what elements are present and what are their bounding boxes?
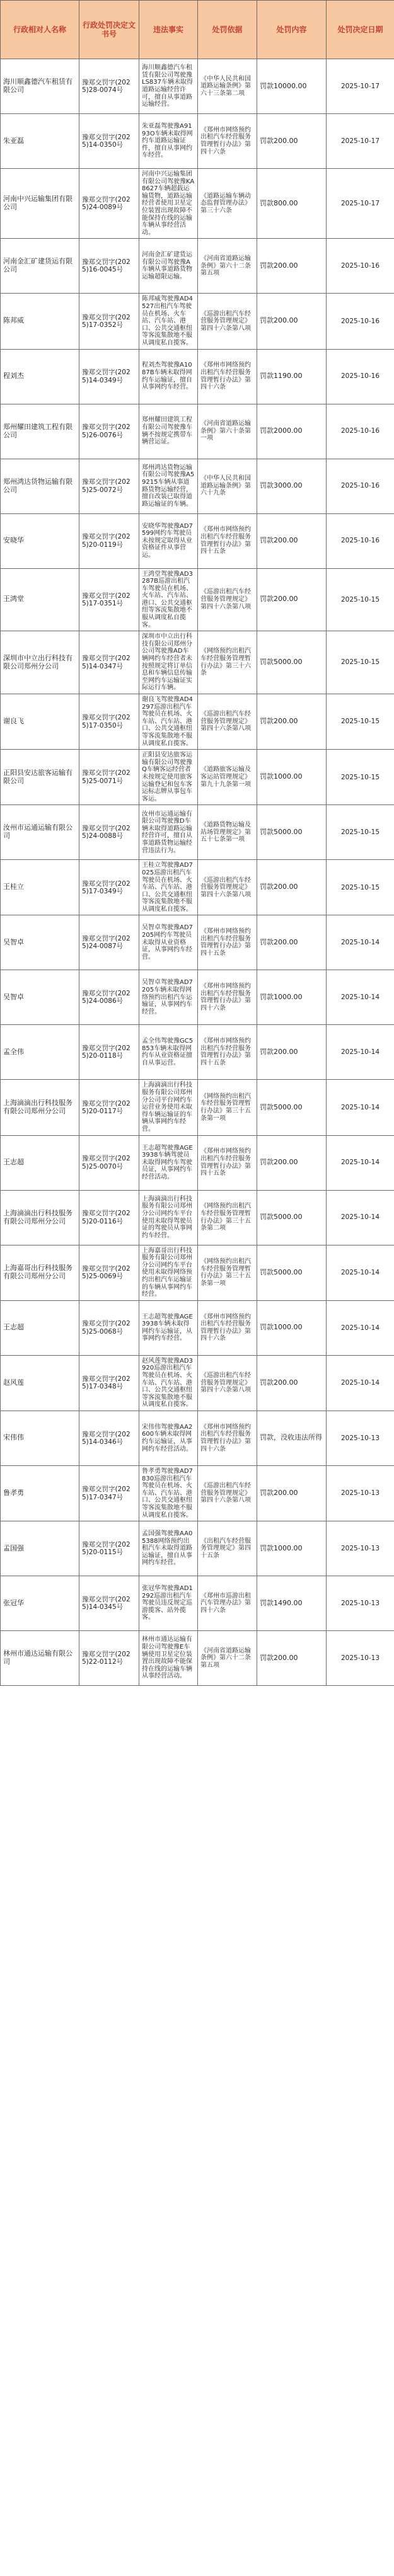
party-name-cell: 谢良飞 [1,694,79,750]
decision-date-cell: 2025-10-13 [327,1576,394,1631]
violation-facts-cell: 林州市通达运输有限公司驾驶豫E车辆使用卫星定位装置出现故障不能保持在线的运输车辆从事经营活动。 [139,1631,198,1686]
document-number-cell: 豫郑交罚字(2025)25-0070号 [79,1135,139,1190]
table-row [1,750,394,805]
violation-facts-cell: 上海滴滴出行科技服务有限公司郑州分公司网约车平台使用未取得驾驶员证的驾驶员从事网约车经营。 [139,1190,198,1245]
decision-date-cell: 2025-10-13 [327,1411,394,1465]
table-row [1,1245,394,1300]
table-row [1,1190,394,1245]
table-row [1,694,394,750]
violation-facts-cell: 海川顺鑫德汽车租赁有限公司驾驶豫LS837车辆未取得道路运输经营许可，擅自从事道路运输经营。 [139,59,198,114]
party-name-cell: 安晓华 [1,513,79,568]
document-number-cell: 豫郑交罚字(2025)14-0345号 [79,1576,139,1631]
penalty-basis-cell: 《郑州市网络预约出租汽车经营服务管理暂行办法》第四十六条 [198,1300,257,1355]
violation-facts-cell: 郑州鸿达货物运输有限公司驾驶豫A59215车辆从事道路货物运输经营，擅自改装已取得道路运输证的车辆。 [139,459,198,513]
penalty-content-cell: 罚款200.00 [257,1465,327,1521]
party-name-cell: 王鸿堂 [1,568,79,631]
party-name-cell: 陈邦威 [1,294,79,349]
penalty-basis-cell: 《巡游出租汽车经营服务管理规定》第四十六条第八项 [198,1465,257,1521]
table-row [1,1025,394,1080]
table-row [1,513,394,568]
penalty-basis-cell: 《河南省道路运输条例》第六十二条第五项 [198,239,257,294]
penalty-content-cell: 罚款3000.00 [257,459,327,513]
table-row [1,239,394,294]
party-name-cell: 吴智卓 [1,915,79,970]
decision-date-cell: 2025-10-14 [327,1245,394,1300]
violation-facts-cell: 吴智卓驾驶豫AD7205网约车驾驶员未取得从业资格证，从事网约车经营。 [139,915,198,970]
document-number-cell: 豫郑交罚字(2025)25-0072号 [79,459,139,513]
decision-date-cell: 2025-10-14 [327,1025,394,1080]
document-number-cell: 豫郑交罚字(2025)14-0350号 [79,114,139,169]
document-number-cell: 豫郑交罚字(2025)17-0348号 [79,1355,139,1411]
penalty-basis-cell: 《郑州市网络预约出租汽车经营服务管理暂行办法》第四十五条 [198,1025,257,1080]
violation-facts-cell: 王志超驾驶豫AGE3938车辆驾驶员未取得网约车驾驶员证，从事网约车经营活动。 [139,1135,198,1190]
document-number-cell: 豫郑交罚字(2025)16-0045号 [79,239,139,294]
penalty-basis-cell: 《道路运输车辆动态监督管理办法》第三十六条 [198,169,257,239]
penalty-basis-cell: 《郑州市网络预约出租汽车经营服务管理暂行办法》第四十六条 [198,114,257,169]
table-row [1,1521,394,1576]
violation-facts-cell: 张冠华驾驶豫AD1292巡游出租汽车驾驶员违反规定巡游揽客、站外揽客。 [139,1576,198,1631]
penalty-content-cell: 罚款200.00 [257,1025,327,1080]
party-name-cell: 王桂立 [1,860,79,915]
decision-date-cell: 2025-10-16 [327,239,394,294]
violation-facts-cell: 王志超驾驶豫AGE3938车辆未取得网约车运输证，从事网约车经营。 [139,1300,198,1355]
party-name-cell: 宋伟伟 [1,1411,79,1465]
penalty-content-cell: 罚款1490.00 [257,1576,327,1631]
penalty-content-cell: 罚款800.00 [257,169,327,239]
table-row [1,169,394,239]
penalty-content-cell: 罚款200.00 [257,294,327,349]
table-row [1,1411,394,1465]
decision-date-cell: 2025-10-16 [327,349,394,404]
table-row [1,568,394,631]
penalty-content-cell: 罚款200.00 [257,860,327,915]
penalty-basis-cell: 《郑州市网络预约出租汽车经营服务管理暂行办法》第四十五条 [198,915,257,970]
table-row [1,349,394,404]
party-name-cell: 朱亚磊 [1,114,79,169]
table-row [1,1465,394,1521]
violation-facts-cell: 河南中兴运输集团有限公司驾驶豫KA8627车辆超载运输货物，道路运输经营者使用卫星定位装置出现故障不能保持在线的运输车辆从事经营活动。 [139,169,198,239]
penalty-basis-cell: 《巡游出租汽车经营服务管理规定》第四十六条第八项 [198,860,257,915]
party-name-cell: 上海嘉哥出行科技服务有限公司郑州分公司 [1,1245,79,1300]
table-row [1,1576,394,1631]
decision-date-cell: 2025-10-14 [327,1300,394,1355]
violation-facts-cell: 郑州耀田建筑工程有限公司驾驶豫车辆不按规定携带车辆营运证。 [139,404,198,459]
decision-date-cell: 2025-10-13 [327,1521,394,1576]
violation-facts-cell: 鲁孝勇驾驶豫AD7830巡游出租汽车驾驶员在机场、火车站、汽车站、港口、公共交通枢纽等客流集散地不服从调度私自揽客。 [139,1465,198,1521]
document-number-cell: 豫郑交罚字(2025)17-0349号 [79,860,139,915]
penalty-content-cell: 罚款200.00 [257,694,327,750]
penalty-basis-cell: 《巡游出租汽车经营服务管理规定》第四十六条第八项 [198,568,257,631]
decision-date-cell: 2025-10-16 [327,513,394,568]
table-header [1,1,394,59]
penalty-content-cell: 罚款10000.00 [257,59,327,114]
header-cell: 处罚内容 [257,1,327,59]
document-number-cell: 豫郑交罚字(2025)24-0087号 [79,915,139,970]
document-number-cell: 豫郑交罚字(2025)20-0117号 [79,1080,139,1135]
penalty-basis-cell: 《巡游出租汽车经营服务管理规定》第四十六条第八项 [198,294,257,349]
penalty-basis-cell: 《郑州市网络预约出租汽车经营服务管理暂行办法》第四十五条 [198,1135,257,1190]
penalty-basis-cell: 《巡游出租汽车经营服务管理规定》第四十六条第八项 [198,694,257,750]
document-number-cell: 豫郑交罚字(2025)25-0071号 [79,750,139,805]
decision-date-cell: 2025-10-15 [327,860,394,915]
party-name-cell: 吴智卓 [1,970,79,1025]
violation-facts-cell: 河南金汇矿建货运有限公司驾驶豫A车辆从事道路货物运输超限运输。 [139,239,198,294]
violation-facts-cell: 上海滴滴出行科技服务有限公司郑州分公司平台网约车运营业务使用未取得车辆运输证的车辆从事网约车经营。 [139,1080,198,1135]
violation-facts-cell: 吴智卓驾驶豫AD7205车辆未取得网络预约出租汽车运输证，从事网约车经营。 [139,970,198,1025]
document-number-cell: 豫郑交罚字(2025)17-0350号 [79,694,139,750]
penalty-content-cell: 罚款5000.00 [257,805,327,860]
party-name-cell: 河南金汇矿建货运有限公司 [1,239,79,294]
table-row [1,404,394,459]
table-row [1,459,394,513]
penalty-basis-cell: 《河南省道路运输条例》第六十条第一项 [198,404,257,459]
penalty-basis-cell: 《郑州市网络预约出租汽车经营服务管理暂行办法》第四十六条 [198,349,257,404]
penalty-content-cell: 罚款200.00 [257,239,327,294]
party-name-cell: 郑州耀田建筑工程有限公司 [1,404,79,459]
decision-date-cell: 2025-10-14 [327,1135,394,1190]
penalty-content-cell: 罚款200.00 [257,915,327,970]
header-cell: 违法事实 [139,1,198,59]
penalty-content-cell: 罚款200.00 [257,513,327,568]
penalty-basis-cell: 《出租汽车经营服务管理规定》第四十五条 [198,1521,257,1576]
party-name-cell: 海川顺鑫德汽车租赁有限公司 [1,59,79,114]
document-number-cell: 豫郑交罚字(2025)17-0352号 [79,294,139,349]
decision-date-cell: 2025-10-14 [327,1080,394,1135]
header-cell: 处罚决定日期 [327,1,394,59]
table-row [1,860,394,915]
table-row [1,915,394,970]
violation-facts-cell: 谢良飞驾驶豫AD4297巡游出租汽车驾驶员在机场、火车站、汽车站、港口、公共交通枢纽等客流集散地不服从调度私自揽客。 [139,694,198,750]
document-number-cell: 豫郑交罚字(2025)25-0068号 [79,1300,139,1355]
decision-date-cell: 2025-10-15 [327,750,394,805]
penalty-basis-cell: 《巡游出租汽车经营服务管理规定》第四十六条第八项 [198,1355,257,1411]
violation-facts-cell: 赵风莲驾驶豫AD3920巡游出租汽车驾驶员在机场、火车站、汽车站、港口、公共交通枢纽等客流集散地不服从调度私自揽客。 [139,1355,198,1411]
document-number-cell: 豫郑交罚字(2025)14-0349号 [79,349,139,404]
decision-date-cell: 2025-10-13 [327,1631,394,1686]
document-number-cell: 豫郑交罚字(2025)24-0089号 [79,169,139,239]
table-row [1,1080,394,1135]
decision-date-cell: 2025-10-14 [327,915,394,970]
party-name-cell: 程刘杰 [1,349,79,404]
violation-facts-cell: 孟全伟驾驶豫GC5853车辆未取得网约车从业资格证擅自从事运营。 [139,1025,198,1080]
penalty-content-cell: 罚款，没收违法所得 [257,1411,327,1465]
document-number-cell: 豫郑交罚字(2025)24-0086号 [79,970,139,1025]
penalty-content-cell: 罚款5000.00 [257,631,327,694]
document-number-cell: 豫郑交罚字(2025)14-0346号 [79,1411,139,1465]
penalty-basis-cell: 《道路货物运输及站场管理规定》第五十七条第一项 [198,805,257,860]
penalty-basis-cell: 《河南省道路运输条例》第六十二条第五项 [198,1631,257,1686]
table-row [1,970,394,1025]
party-name-cell: 郑州鸿达货物运输有限公司 [1,459,79,513]
violation-facts-cell: 孟国强驾驶豫AA05388网络预约出租汽车未取得道路运输证，擅自从事网约车经营。 [139,1521,198,1576]
document-number-cell: 豫郑交罚字(2025)24-0088号 [79,805,139,860]
penalty-content-cell: 罚款1000.00 [257,1521,327,1576]
table-row [1,294,394,349]
violation-facts-cell: 正阳县安达旅客运输有限公司驾驶豫Q车辆客运经营者未按规定使用旅客运输登记和包车客运标志牌从事包车客运。 [139,750,198,805]
penalty-content-cell: 罚款200.00 [257,1135,327,1190]
party-name-cell: 林州市通达运输有限公司 [1,1631,79,1686]
party-name-cell: 上海滴滴出行科技服务有限公司郑州分公司 [1,1190,79,1245]
document-number-cell: 豫郑交罚字(2025)17-0351号 [79,568,139,631]
penalty-content-cell: 罚款200.00 [257,568,327,631]
decision-date-cell: 2025-10-16 [327,459,394,513]
document-number-cell: 豫郑交罚字(2025)20-0115号 [79,1521,139,1576]
table-row [1,1631,394,1686]
penalty-content-cell: 罚款1000.00 [257,1300,327,1355]
document-number-cell: 豫郑交罚字(2025)20-0118号 [79,1025,139,1080]
decision-date-cell: 2025-10-14 [327,970,394,1025]
decision-date-cell: 2025-10-17 [327,169,394,239]
penalty-content-cell: 罚款1000.00 [257,970,327,1025]
table-row [1,805,394,860]
party-name-cell: 正阳县安达旅客运输有限公司 [1,750,79,805]
penalty-content-cell: 罚款5000.00 [257,1190,327,1245]
table-row [1,114,394,169]
party-name-cell: 王志超 [1,1300,79,1355]
penalty-content-cell: 罚款2000.00 [257,404,327,459]
document-number-cell: 豫郑交罚字(2025)26-0076号 [79,404,139,459]
party-name-cell: 王志超 [1,1135,79,1190]
penalty-basis-cell: 《郑州市网络预约出租汽车经营服务管理暂行办法》第四十六条 [198,1411,257,1465]
penalty-basis-cell: 《网络预约出租汽车经营服务管理暂行办法》第三十五条第一项 [198,1080,257,1135]
penalty-basis-cell: 《郑州市巡游出租汽车管理办法》第四十六条 [198,1576,257,1631]
penalty-basis-cell: 《郑州市网络预约出租汽车经营服务管理暂行办法》第四十五条 [198,513,257,568]
decision-date-cell: 2025-10-16 [327,404,394,459]
document-number-cell: 豫郑交罚字(2025)20-0116号 [79,1190,139,1245]
penalty-basis-cell: 《网络预约出租汽车经营服务管理暂行办法》第三十六条 [198,631,257,694]
decision-date-cell: 2025-10-15 [327,805,394,860]
violation-facts-cell: 陈邦威驾驶豫AD4527出租汽车驾驶员在机场、火车站、汽车站、港口、公共交通枢纽等客流集散地不服从调度私自揽客。 [139,294,198,349]
decision-date-cell: 2025-10-16 [327,294,394,349]
decision-date-cell: 2025-10-17 [327,59,394,114]
penalty-basis-cell: 《网络预约出租汽车经营服务管理暂行办法》第三十五条第一项 [198,1245,257,1300]
table-row [1,1300,394,1355]
party-name-cell: 孟国强 [1,1521,79,1576]
decision-date-cell: 2025-10-13 [327,1465,394,1521]
document-number-cell: 豫郑交罚字(2025)17-0347号 [79,1465,139,1521]
violation-facts-cell: 程刘杰驾驶豫A1087B车辆未取得网约车运输证，擅自从事网约车经营。 [139,349,198,404]
party-name-cell: 鲁孝勇 [1,1465,79,1521]
penalty-content-cell: 罚款1190.00 [257,349,327,404]
party-name-cell: 河南中兴运输集团有限公司 [1,169,79,239]
table-row [1,59,394,114]
violation-facts-cell: 宋伟伟驾驶豫AA2600车辆未取得网约车运输证，从事网约车经营活动。 [139,1411,198,1465]
document-number-cell: 豫郑交罚字(2025)20-0119号 [79,513,139,568]
party-name-cell: 上海滴滴出行科技服务有限公司郑州分公司 [1,1080,79,1135]
party-name-cell: 赵风莲 [1,1355,79,1411]
table-row [1,1135,394,1190]
decision-date-cell: 2025-10-14 [327,1355,394,1411]
penalty-basis-cell: 《中华人民共和国道路运输条例》第六十九条 [198,459,257,513]
document-number-cell: 豫郑交罚字(2025)28-0074号 [79,59,139,114]
violation-facts-cell: 汝州市运通运输有限公司驾驶豫D车辆未取得道路运输经营许可，擅自从事道路货物运输经营违法行为。 [139,805,198,860]
document-number-cell: 豫郑交罚字(2025)22-0112号 [79,1631,139,1686]
penalty-basis-cell: 《网络预约出租汽车经营服务管理暂行办法》第三十五条第二项 [198,1190,257,1245]
document-number-cell: 豫郑交罚字(2025)25-0069号 [79,1245,139,1300]
penalty-basis-cell: 《道路旅客运输及客运站管理规定》第九十九条第一项 [198,750,257,805]
penalty-content-cell: 罚款200.00 [257,1355,327,1411]
decision-date-cell: 2025-10-17 [327,114,394,169]
violation-facts-cell: 深圳市中立出行科技有限公司郑州分公司驾驶豫AD车辆网约车经营者未按照规定将订单信息和车辆信息传输至网约车运输证实际运行车辆。 [139,631,198,694]
violation-facts-cell: 王鸿堂驾驶豫AD3287B巡游出租汽车驾驶员在机场、火车站、汽车站、港口、公共交通枢纽等客流集散地不服从调度私自揽客。 [139,568,198,631]
table-body [1,59,394,1686]
penalty-content-cell: 罚款5000.00 [257,1245,327,1300]
penalty-content-cell: 罚款1000.00 [257,750,327,805]
party-name-cell: 张冠华 [1,1576,79,1631]
violation-facts-cell: 王桂立驾驶豫AD7025巡游出租汽车驾驶员在机场、火车站、汽车站、港口、公共交通枢纽等客流集散地不服从调度私自揽客。 [139,860,198,915]
decision-date-cell: 2025-10-15 [327,568,394,631]
penalty-content-cell: 罚款200.00 [257,1631,327,1686]
header-cell: 行政相对人名称 [1,1,79,59]
violation-facts-cell: 上海嘉哥出行科技服务有限公司郑州分公司网约车平台使用未取得网络预约出租汽车运输证的车辆从事网约车经营。 [139,1245,198,1300]
penalty-basis-cell: 《郑州市网络预约出租汽车经营服务管理暂行办法》第四十六条 [198,970,257,1025]
party-name-cell: 孟全伟 [1,1025,79,1080]
header-cell: 行政处罚决定文书号 [79,1,139,59]
party-name-cell: 深圳市中立出行科技有限公司郑州分公司 [1,631,79,694]
decision-date-cell: 2025-10-15 [327,631,394,694]
decision-date-cell: 2025-10-15 [327,694,394,750]
penalty-basis-cell: 《中华人民共和国道路运输条例》第六十三条第二项 [198,59,257,114]
party-name-cell: 汝州市运通运输有限公司 [1,805,79,860]
decision-date-cell: 2025-10-14 [327,1190,394,1245]
table-row [1,1355,394,1411]
table-row [1,631,394,694]
violation-facts-cell: 安晓华驾驶豫AD7599网约车驾驶员未按规定取得从业资格证件从事营运。 [139,513,198,568]
document-number-cell: 豫郑交罚字(2025)14-0347号 [79,631,139,694]
penalty-content-cell: 罚款200.00 [257,114,327,169]
violation-facts-cell: 朱亚磊驾驶豫A9193O车辆未取得网约车道路运输证件，擅自从事网约车经营。 [139,114,198,169]
header-cell: 处罚依据 [198,1,257,59]
penalty-content-cell: 罚款5000.00 [257,1080,327,1135]
